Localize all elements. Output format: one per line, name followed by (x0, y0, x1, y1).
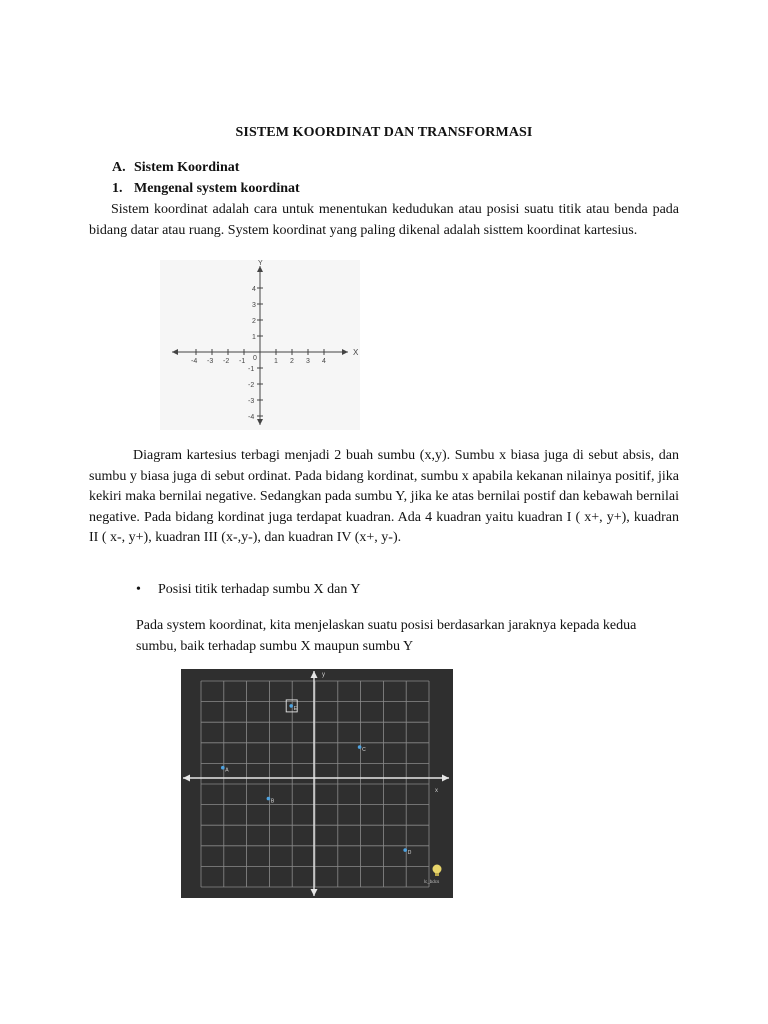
paragraph-posisi: Pada system koordinat, kita menjelaskan suatu posisi berdasarkan jaraknya kepada kedua sumbu, baik terhadap sumbu X maupun sumbu Y (136, 618, 637, 654)
paragraph-kuadran: Diagram kartesius terbagi menjadi 2 buah sumbu (x,y). Sumbu x biasa juga di sebut absis, dan sumbu y biasa juga di sebut ordinat. Pada bidang kordinat, sumbu x apabila kekanan nilainya positif, jika kekiri maka bernilai negative. Sedangkan pada sumbu Y, jika ke atas bernilai postif dan kebawah bernilai negative. Pada bidang kordinat juga terdapat kuadran. Ada 4 kuadran yaitu kuadran I ( x+, y+), kuadran II ( x-, y+), kuadran III (x-,y-), dan kuadran IV (x+, y-). (89, 448, 679, 545)
x-tick-label: 1 (274, 358, 278, 365)
data-point (289, 704, 293, 708)
section-a-heading (112, 160, 239, 176)
x-tick-label: 4 (322, 358, 326, 365)
x-axis-label: X (353, 348, 359, 357)
point-label: B (270, 798, 275, 805)
y-tick-label: -3 (248, 398, 255, 405)
y-tick-label: 2 (252, 318, 256, 325)
point-label: D (407, 850, 412, 857)
lightbulb-base-icon (435, 873, 439, 876)
y-axis-label: Y (258, 260, 263, 267)
y-tick-label: -2 (248, 382, 255, 389)
section-a-number: A. (112, 160, 126, 175)
bullet-symbol: • (136, 582, 141, 597)
data-point (267, 797, 271, 801)
cartesian-axes-svg (160, 260, 360, 430)
y-tick-label: 3 (252, 302, 256, 309)
point-label: E (293, 705, 298, 712)
cartesian-axes-figure (160, 260, 360, 430)
x-tick-label: -3 (207, 358, 214, 365)
bullet-item (136, 582, 360, 598)
bullet-text: Posisi titik terhadap sumbu X dan Y (158, 582, 361, 597)
watermark-text: lc_bdcs (424, 879, 440, 884)
x-tick-label: 2 (290, 358, 294, 365)
y-tick-label: 1 (252, 334, 256, 341)
y-tick-label: -4 (248, 414, 255, 421)
coordinate-grid-figure (181, 669, 453, 898)
section-1-label: Mengenal system koordinat (134, 181, 300, 196)
point-label: A (225, 767, 229, 774)
data-point (358, 745, 362, 749)
x-tick-label: 3 (306, 358, 310, 365)
paragraph-intro: Sistem koordinat adalah cara untuk menentukan kedudukan atau posisi suatu titik atau benda pada bidang datar atau ruang. System koordinat yang paling dikenal adalah sisttem koordinat kartesius. (89, 202, 679, 238)
page-title: SISTEM KOORDINAT DAN TRANSFORMASI (235, 125, 533, 140)
y-axis-label: y (322, 672, 325, 678)
point-label: C (362, 747, 366, 754)
section-a-label: Sistem Koordinat (134, 160, 240, 175)
y-tick-label: -1 (248, 366, 255, 373)
x-tick-label: -2 (223, 358, 230, 365)
coordinate-grid-svg (181, 669, 453, 898)
section-1-heading (112, 181, 300, 197)
y-tick-label: 4 (252, 286, 256, 293)
lightbulb-icon (433, 865, 442, 874)
data-point (221, 766, 225, 770)
x-tick-label: -4 (191, 358, 198, 365)
data-point (403, 848, 407, 852)
x-tick-label: -1 (239, 358, 246, 365)
origin-label: 0 (253, 355, 257, 362)
section-1-number: 1. (112, 181, 123, 196)
x-axis-label: x (435, 788, 438, 794)
